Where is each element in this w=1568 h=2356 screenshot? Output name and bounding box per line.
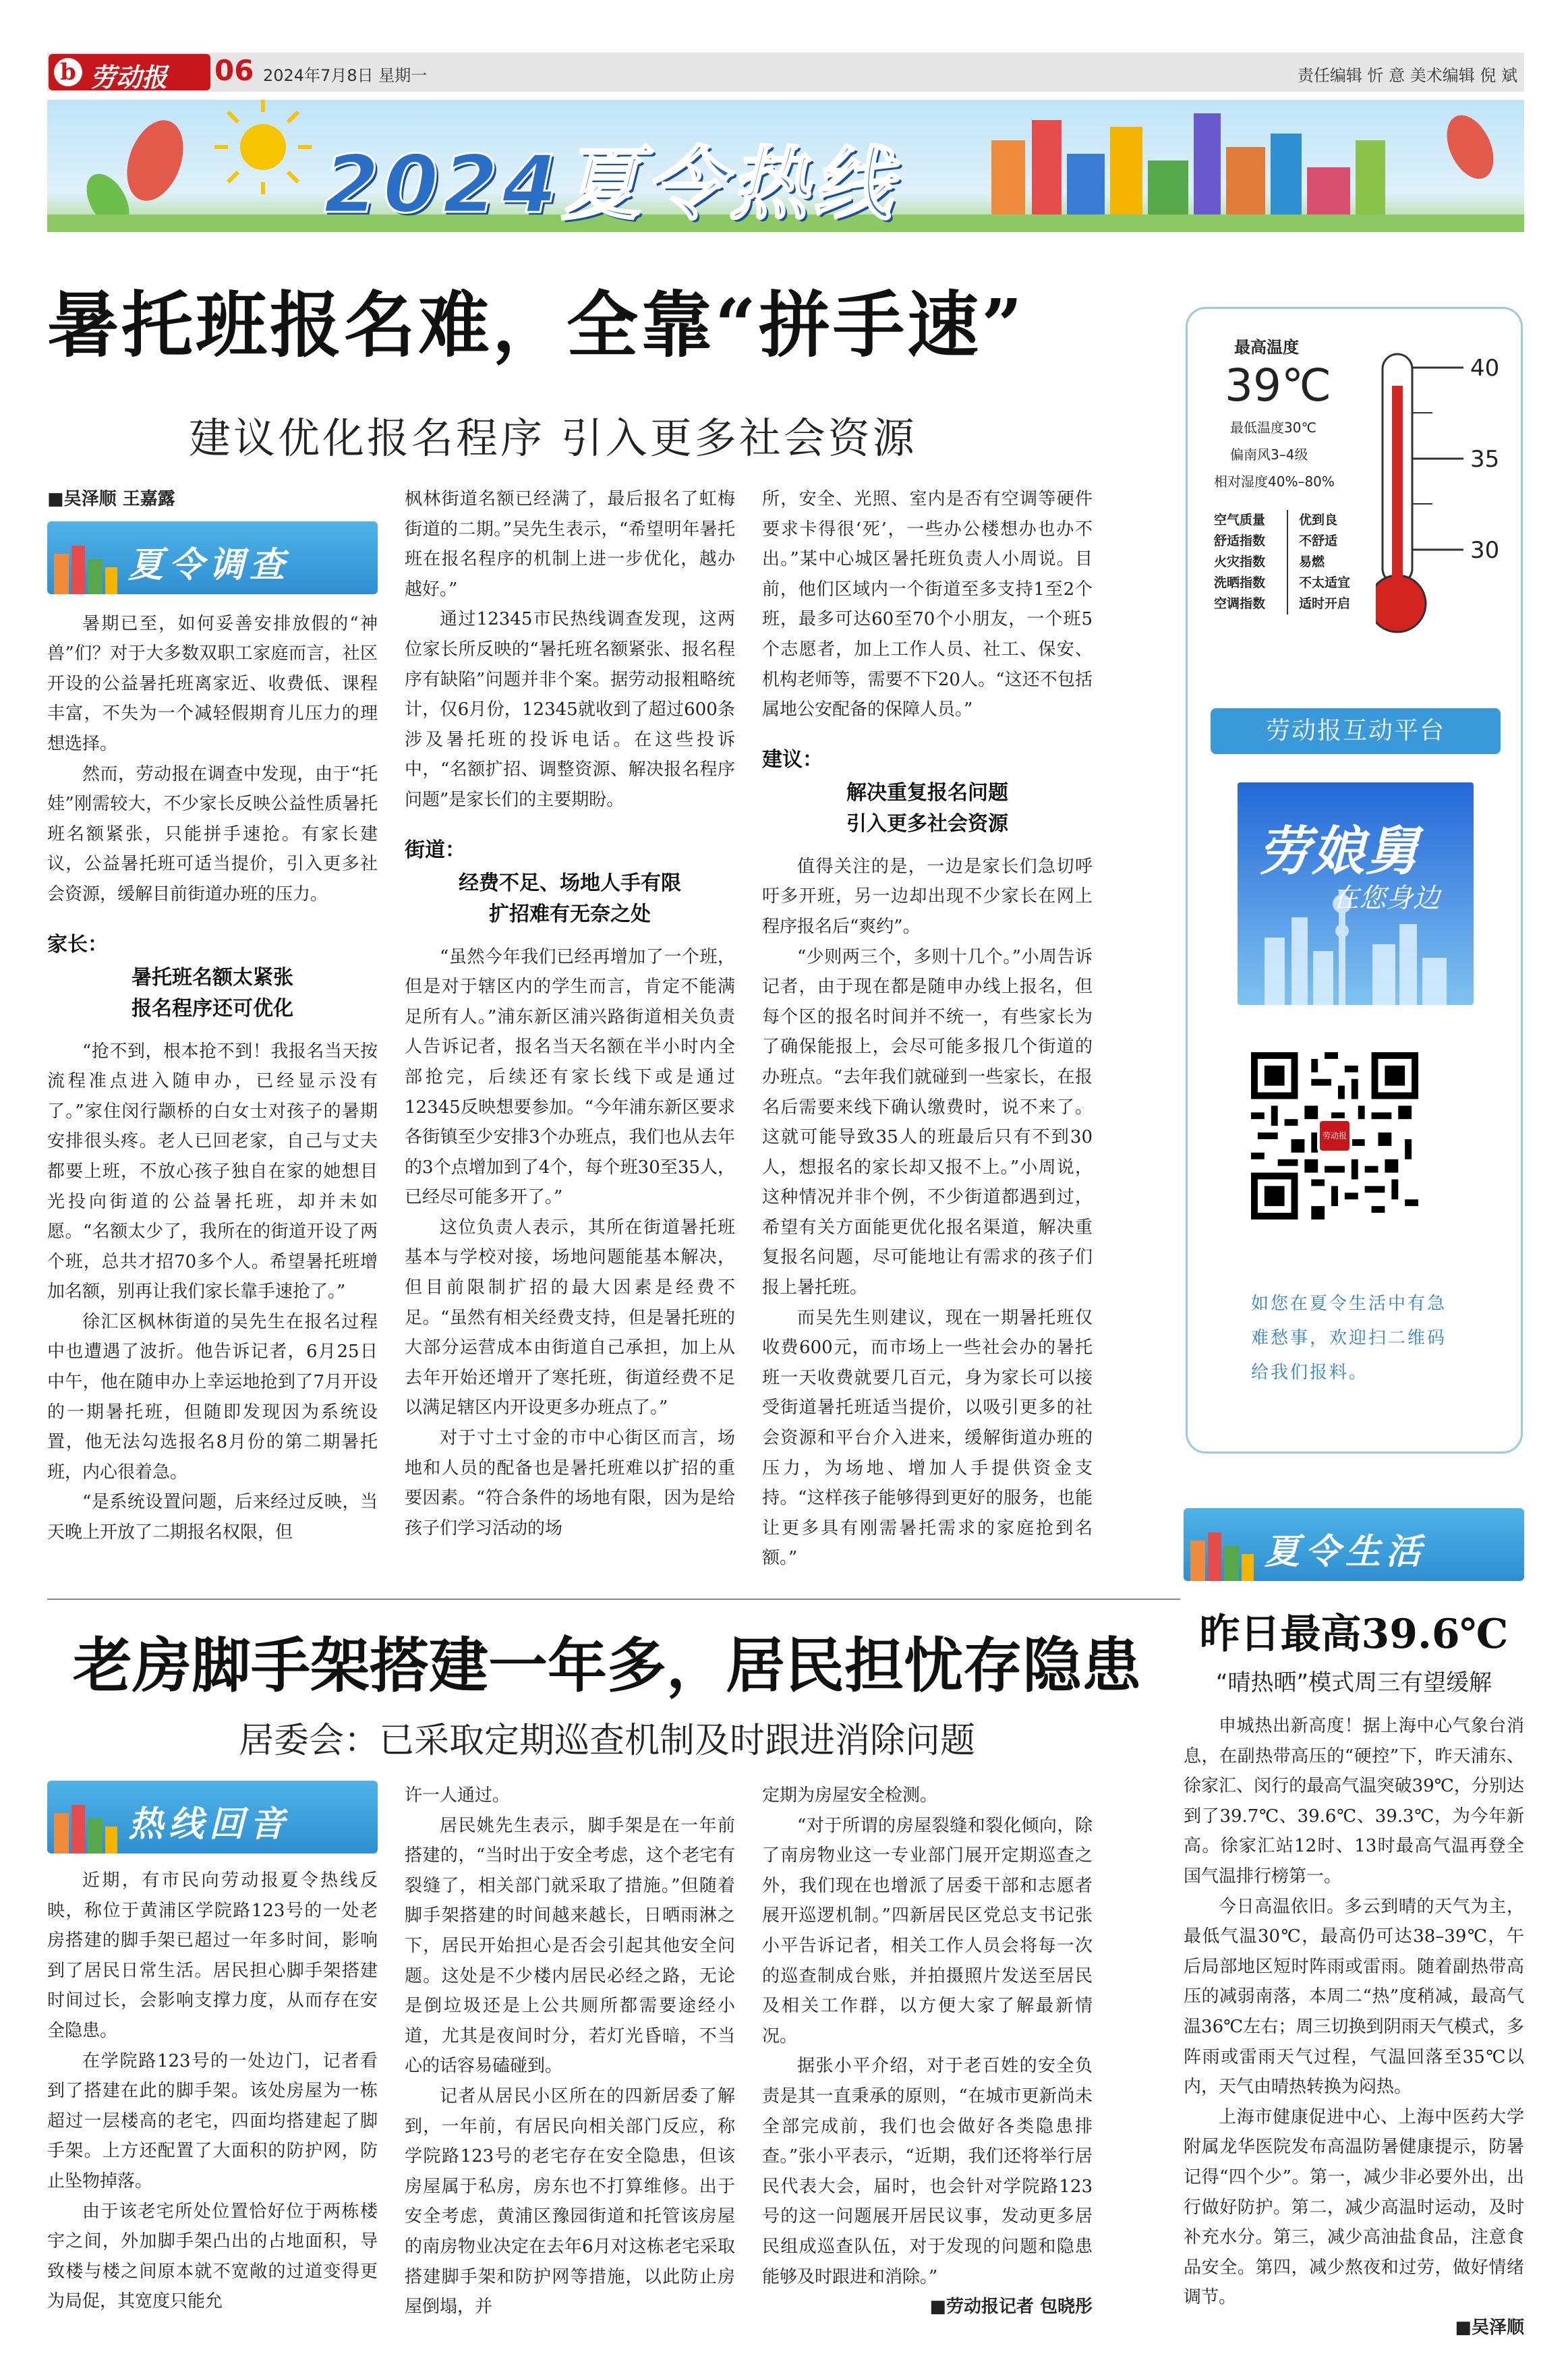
paragraph: 在学院路123号的一处边门，记者看到了搭建在此的脚手架。该处房屋为一栋超过一层楼高的老宅，四面均搭建起了脚手架。上方还配置了大面积的防护网，防止坠物掉落。	[47, 2050, 378, 2191]
buildings-icon	[47, 1800, 121, 1854]
article2-subhead: 居委会：已采取定期巡查机制及时跟进消除问题	[238, 1721, 975, 1761]
paragraph: 据张小平介绍，对于老百姓的安全负责是其一直秉承的原则，“在城市更新尚未全部完成前，我们也会做好各类隐患排查。”张小平表示，“近期，我们还将举行居民代表大会，届时，也会针对学院路123号的这一问题展开居民议事，发动更多居民组成巡查队伍，对于发现的问题和隐患能够及时跟进和消除。”	[762, 2056, 1093, 2287]
article2-column-1	[47, 1781, 378, 2317]
scale-label-35: 35	[1470, 446, 1500, 473]
article1-headline: 暑托班报名难，全靠“拼手速”	[47, 283, 1025, 367]
weather-stats	[1207, 334, 1383, 614]
platform-title: 劳动报互动平台	[1265, 717, 1445, 745]
qr-center-badge	[1317, 1118, 1352, 1153]
promo-title: 劳娘舅	[1258, 822, 1420, 882]
paragraph: 今日高温依旧。多云到晴的天气为主，最低气温30℃，最高仍可达38–39℃，午后局部地区短时阵雨或雷雨。随着副热带高压的减弱南落，本周二“热”度稍减，最高气温36℃左右；周三切换到阴雨天气模式，多阵雨或雷雨天气过程，气温回落至35℃以内，天气由晴热转换为闷热。	[1184, 1896, 1524, 2098]
index-name: 火灾指数	[1214, 552, 1288, 573]
article1-column-2	[405, 484, 735, 1543]
article1-subhead: 建议优化报名程序 引入更多社会资源	[189, 413, 917, 463]
thermometer-fill	[1392, 386, 1403, 590]
article1-column-1	[47, 484, 378, 1548]
thermometer-icon	[1376, 341, 1511, 637]
platform-caption: 如您在夏令生活中有急难愁事，欢迎扫二维码给我们报料。	[1251, 1294, 1447, 1383]
qr-center-label: 劳动报	[1322, 1131, 1347, 1141]
article2-column-2	[405, 1781, 735, 2322]
index-row	[1214, 552, 1383, 573]
index-name: 洗晒指数	[1214, 573, 1288, 594]
scale-label-40: 40	[1470, 355, 1500, 382]
platform-title-bar	[1211, 708, 1501, 754]
index-row	[1214, 531, 1383, 552]
section-tag-life	[1184, 1508, 1524, 1581]
life-headline: 昨日最高39.6℃	[1199, 1611, 1509, 1658]
index-name: 空调指数	[1214, 594, 1288, 614]
paragraph: “少则两三个，多则十几个。”小周告诉记者，由于现在都是随申办线上报名，但每个区的报名时间并不统一，有些家长为了确保能报上，会尽可能多报几个街道的办班点。“去年我们就碰到一些家长，在报名后需要来线下确认缴费时，说不来了。这就可能导致35人的班最后只有不到30人，想报名的家长却又报不上。”小周说，这种情况并非个例，不少街道都遇到过，希望有关方面能更优化报名渠道，解决重复报名问题，尽可能地让有需求的孩子们报上暑托班。	[762, 946, 1093, 1298]
qr-code[interactable]	[1251, 1052, 1418, 1219]
paragraph: 值得关注的是，一边是家长们急切呼吁多开班，另一边却出现不少家长在网上程序报名后“爽约”。	[762, 856, 1093, 937]
paragraph: “抢不到，根本抢不到！我报名当天按流程准点进入随申办，已经显示没有了。”家住闵行颛桥的白女士对孩子的暑期安排很头疼。老人已回老家，自己与丈夫都要上班，不放心孩子独自在家的她想目光投向街道的公益暑托班，却并未如愿。“名额太少了，我所在的街道开设了两个班，总共才招70多个人。希望暑托班增加名额，别再让我们家长靠手速抢了。”	[47, 1041, 378, 1302]
section-tag-label: 热线回音	[128, 1804, 291, 1845]
index-value: 易燃	[1299, 554, 1325, 569]
paragraph: 所，安全、光照、室内是否有空调等硬件要求卡得很‘死’，一些办公楼想办也办不出。”某中心城区暑托班负责人小周说。目前，他们区域内一个街道至多支持1至2个班，最多可达60至70个小朋友，一个班5个志愿者，加上工作人员、社工、保安、机构老师等，需要不下20人。“这还不包括属地公安配备的保障人员。”	[762, 489, 1093, 720]
masthead-logo	[49, 54, 210, 90]
buildings-icon	[47, 540, 121, 594]
wind: 偏南风3–4级	[1230, 447, 1308, 463]
promo-poster	[1238, 782, 1474, 1005]
index-value: 不舒适	[1299, 534, 1338, 548]
life-body	[1184, 1711, 1524, 2343]
article2-column-3	[762, 1781, 1093, 2322]
sun-icon	[214, 100, 312, 194]
city-buildings-icon	[991, 113, 1385, 232]
subsection-heading: 经费不足、场地人手有限 扩招难有无奈之处	[459, 871, 681, 926]
category-label: 街道：	[405, 838, 465, 862]
min-temp: 最低温度30℃	[1230, 420, 1316, 436]
section-tag-survey	[47, 521, 378, 594]
scale-label-30: 30	[1470, 537, 1500, 564]
editors-credit: 责任编辑 忻 意 美术编辑 倪 斌	[1297, 66, 1517, 85]
paragraph: 徐汇区枫林街道的吴先生在报名过程中也遭遇了波折。他告诉记者，6月25日中午，他在随申办上幸运地抢到了7月开设的一期暑托班，但随即发现因为系统设置，他无法勾选报名8月份的第二期暑托班，内心很着急。	[47, 1311, 378, 1483]
weather-indices	[1214, 510, 1383, 614]
max-temp-label: 最高温度	[1234, 338, 1299, 357]
paragraph: “虽然今年我们已经再增加了一个班，但是对于辖区内的学生而言，肯定不能满足所有人。”浦东新区浦兴路街道相关负责人告诉记者，报名当天名额在半小时内全部抢完，后续还有家长线下或是通过12345反映想要参加。“今年浦东新区要求各街镇至少安排3个办班点，我们也从去年的3个点增加到了4个，每个班30至35人，已经尽可能多开了。”	[405, 946, 735, 1208]
life-byline: ■吴泽顺	[1455, 2317, 1524, 2338]
article1-byline: ■吴泽顺 王嘉露	[47, 489, 175, 509]
summer-hotline-banner	[47, 100, 1524, 232]
index-row	[1214, 573, 1383, 594]
paragraph: 枫林街道名额已经满了，最后报名了虹梅街道的二期。”吴先生表示，“希望明年暑托班在报名程序的机制上进一步优化，越办越好。”	[405, 489, 735, 600]
paragraph: 通过12345市民热线调查发现，这两位家长所反映的“暑托班名额紧张、报名程序有缺陷”问题并非个案。据劳动报粗略统计，仅6月份，12345就收到了超过600条涉及暑托班的投诉电话。在这些投诉中，“名额扩招、调整资源、解决报名程序问题”是家长们的主要期盼。	[405, 609, 735, 810]
index-name: 空气质量	[1214, 510, 1288, 531]
index-row	[1214, 510, 1383, 531]
category-label: 建议：	[762, 747, 823, 772]
logo-mark-icon: b	[54, 58, 82, 86]
paragraph: 对于寸土寸金的市中心街区而言，场地和人员的配备也是暑托班难以扩招的重要因素。“符合条件的场地有限，因为是给孩子们学习活动的场	[405, 1428, 735, 1539]
subsection-heading: 解决重复报名问题 引入更多社会资源	[846, 780, 1008, 836]
paragraph: 近期，有市民向劳动报夏令热线反映，称位于黄浦区学院路123号的一处老房搭建的脚手架已超过一年多时间，影响到了居民日常生活。居民担心脚手架搭建时间过长，会影响支撑力度，从而存在安全隐患。	[47, 1870, 378, 2041]
section-tag-label: 夏令生活	[1265, 1532, 1427, 1572]
page-number: 06	[214, 54, 254, 87]
promo-subtitle: 在您身边	[1332, 883, 1440, 914]
divider	[47, 1599, 1180, 1600]
paragraph: 而吴先生则建议，现在一期暑托班仅收费600元，而市场上一些社会办的暑托班一天收费就要几百元，身为家长可以接受街道暑托班适当提价，以吸引更多的社会资源和平台介入进来，缓解街道办班的压力，为场地、增加人手提供资金支持。“这样孩子能够得到更好的服务，也能让更多具有刚需暑托需求的家庭抢到名额。”	[762, 1307, 1093, 1569]
article2-byline: ■劳动报记者 包晓彤	[929, 2297, 1093, 2318]
paragraph: 这位负责人表示，其所在街道暑托班基本与学校对接，场地问题能基本解决，但目前限制扩招的最大因素是经费不足。“虽然有相关经费支持，但是暑托班的大部分运营成本由街道自己承担，加上从去年开始还增开了寒托班，街道经费不足以满足辖区内开设更多办班点了。”	[405, 1217, 735, 1418]
paragraph: 由于该老宅所处位置恰好位于两栋楼宇之间，外加脚手架凸出的占地面积，导致楼与楼之间原本就不宽敞的过道变得更为局促，其宽度只能允	[47, 2201, 378, 2312]
paragraph: 申城热出新高度！据上海中心气象台消息，在副热带高压的“硬控”下，昨天浦东、徐家汇、闵行的最高气温突破39℃，分别达到了39.7℃、39.6℃、39.3℃，为今年新高。徐家汇站12时、13时最高气温再登全国气温排行榜第一。	[1184, 1716, 1524, 1887]
index-value: 适时开启	[1299, 596, 1351, 611]
paragraph: 暑期已至，如何妥善安排放假的“神兽”们？对于大多数双职工家庭而言，社区开设的公益暑托班离家近、收费低、课程丰富，不失为一个减轻假期育儿压力的理想选择。	[47, 613, 378, 754]
paragraph: 记者从居民小区所在的四新居委了解到，一年前，有居民向相关部门反应，称学院路123号的老宅存在安全隐患，但该房屋属于私房，房东也不打算维修。出于安全考虑，黄浦区豫园街道和托管该房屋的南房物业决定在去年6月对这栋老宅采取搭建脚手架和防护网等措施，以此防止房屋倒塌，并	[405, 2086, 735, 2318]
issue-date: 2024年7月8日 星期一	[263, 66, 428, 85]
paragraph: 上海市健康促进中心、上海中医药大学附属龙华医院发布高温防暑健康提示，防暑记得“四个少”。第一，减少非必要外出，出行做好防护。第二，减少高温时运动，及时补充水分。第三，减少高油盐食品，注意食品安全。第四，减少熬夜和过劳，做好情绪调节。	[1184, 2106, 1524, 2308]
banner-title: 2024夏令热线	[324, 138, 896, 231]
article1-column-3	[762, 484, 1093, 1574]
article2-headline: 老房脚手架搭建一年多，居民担忧存隐患	[72, 1630, 1141, 1700]
paragraph: “对于所谓的房屋裂缝和裂化倾向，除了南房物业这一专业部门展开定期巡查之外，我们现在也增派了居委干部和志愿者展开巡逻机制。”四新居民区党总支书记张小平告诉记者，相关工作人员会将每一次的巡查制成台账，并拍摄照片发送至居民及相关工作群，以方便大家了解最新情况。	[762, 1815, 1093, 2046]
paper-name: 劳动报	[90, 62, 168, 92]
section-tag-echo	[47, 1781, 378, 1854]
paragraph: 许一人通过。	[405, 1785, 511, 1806]
category-label: 家长：	[47, 932, 108, 956]
paragraph: “是系统设置问题，后来经过反映，当天晚上开放了二期报名权限，但	[47, 1492, 378, 1543]
paragraph: 定期为房屋安全检测。	[762, 1785, 938, 1806]
max-temp-value: 39℃	[1225, 360, 1332, 411]
index-row	[1214, 594, 1383, 614]
index-value: 优到良	[1299, 513, 1338, 527]
paragraph: 居民姚先生表示，脚手架是在一年前搭建的，“当时出于安全考虑，这个老宅有裂缝了，相关部门就采取了措施。”但随着脚手架搭建的时间越来越长，日晒雨淋之下，居民开始担心是否会引起其他安全问题。这处是不少楼内居民必经之路，无论是倒垃圾还是上公共厕所都需要途经小道，尤其是夜间时分，若灯光昏暗，不当心的话容易磕碰到。	[405, 1815, 735, 2077]
subsection-heading: 暑托班名额太紧张 报名程序还可优化	[132, 965, 293, 1021]
life-subhead: “晴热晒”模式周三有望缓解	[1215, 1669, 1492, 1696]
humidity: 相对湿度40%–80%	[1214, 473, 1335, 490]
paragraph: 然而，劳动报在调查中发现，由于“托娃”刚需较大，不少家长反映公益性质暑托班名额紧张，只能拼手速抢。有家长建议，公益暑托班可适当提价，引入更多社会资源，缓解目前街道办班的压力。	[47, 764, 378, 904]
buildings-icon	[1184, 1527, 1258, 1581]
index-name: 舒适指数	[1214, 531, 1288, 552]
section-tag-label: 夏令调查	[128, 544, 291, 585]
index-value: 不太适宜	[1299, 575, 1351, 590]
